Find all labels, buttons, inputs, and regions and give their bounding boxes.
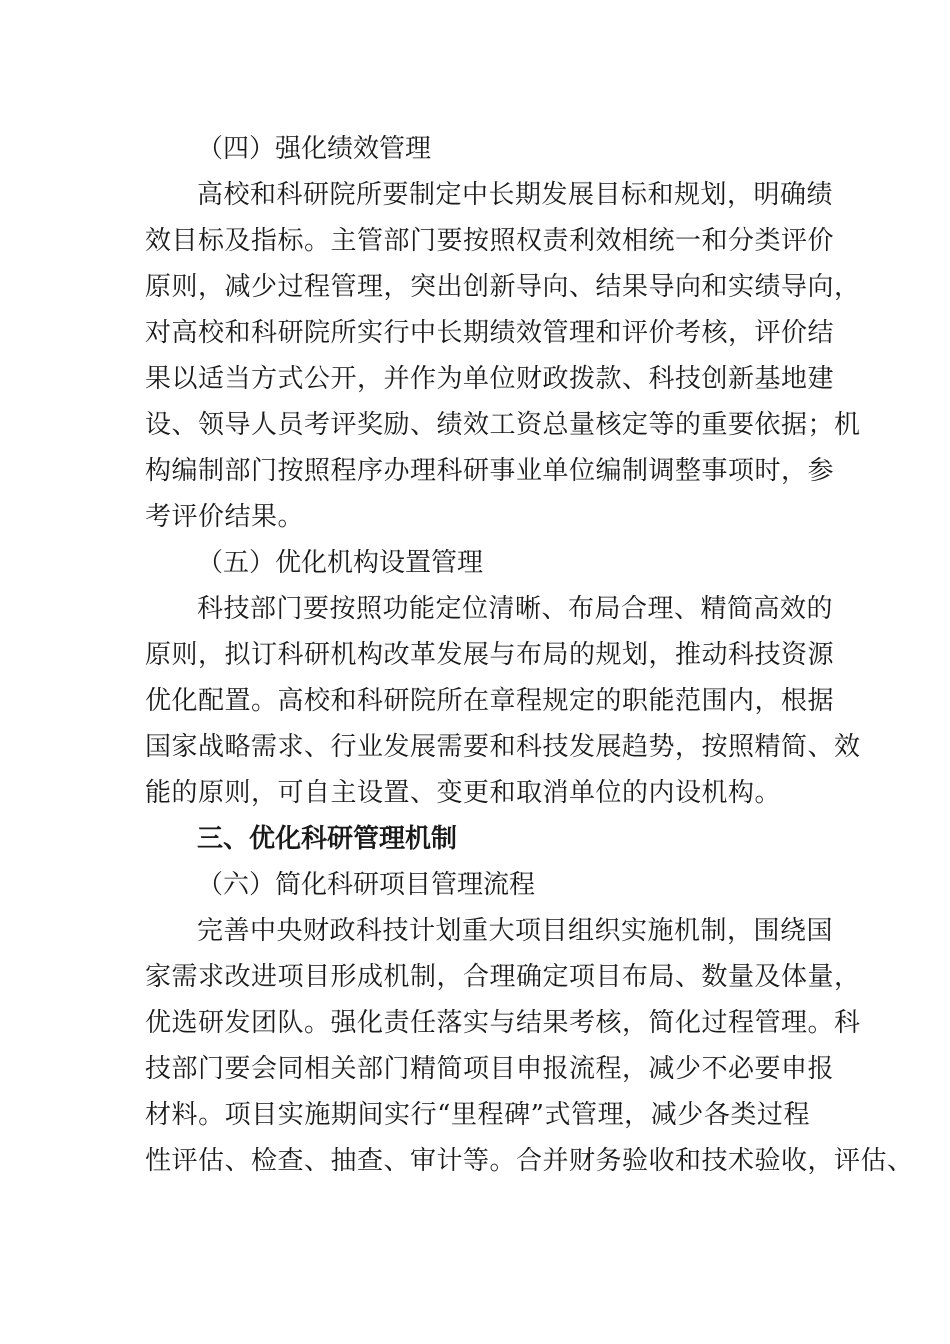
paragraph-line: 原则，拟订科研机构改革发展与布局的规划，推动科技资源 — [145, 640, 835, 670]
paragraph-line: 家需求改进项目形成机制，合理确定项目布局、数量及体量， — [145, 962, 861, 992]
paragraph-line: 优化配置。高校和科研院所在章程规定的职能范围内，根据 — [145, 686, 835, 716]
paragraph-line: 性评估、检查、抽查、审计等。合并财务验收和技术验收，评估、 — [145, 1146, 914, 1176]
section-heading-5: （五）优化机构设置管理 — [197, 548, 484, 578]
paragraph-line: 对高校和科研院所实行中长期绩效管理和评价考核，评价结 — [145, 318, 835, 348]
paragraph-line: 优选研发团队。强化责任落实与结果考核，简化过程管理。科 — [145, 1008, 861, 1038]
paragraph-line: 能的原则，可自主设置、变更和取消单位的内设机构。 — [145, 778, 782, 808]
paragraph-line: 设、领导人员考评奖励、绩效工资总量核定等的重要依据；机 — [145, 410, 861, 440]
paragraph-line: 完善中央财政科技计划重大项目组织实施机制，围绕国 — [197, 916, 834, 946]
paragraph-line: 材料。项目实施期间实行“里程碑”式管理，减少各类过程 — [145, 1100, 810, 1130]
paragraph-line: 考评价结果。 — [145, 502, 305, 532]
paragraph-line: 高校和科研院所要制定中长期发展目标和规划，明确绩 — [197, 180, 834, 210]
paragraph-line: 科技部门要按照功能定位清晰、布局合理、精简高效的 — [197, 594, 834, 624]
paragraph-line: 技部门要会同相关部门精简项目申报流程，减少不必要申报 — [145, 1054, 835, 1084]
section-heading-6: （六）简化科研项目管理流程 — [197, 870, 536, 900]
chapter-heading-3: 三、优化科研管理机制 — [197, 824, 458, 854]
paragraph-line: 原则，减少过程管理，突出创新导向、结果导向和实绩导向， — [145, 272, 861, 302]
paragraph-line: 构编制部门按照程序办理科研事业单位编制调整事项时，参 — [145, 456, 835, 486]
section-heading-4: （四）强化绩效管理 — [197, 134, 432, 164]
paragraph-line: 效目标及指标。主管部门要按照权责利效相统一和分类评价 — [145, 226, 835, 256]
paragraph-line: 果以适当方式公开，并作为单位财政拨款、科技创新基地建 — [145, 364, 835, 394]
paragraph-line: 国家战略需求、行业发展需要和科技发展趋势，按照精简、效 — [145, 732, 861, 762]
